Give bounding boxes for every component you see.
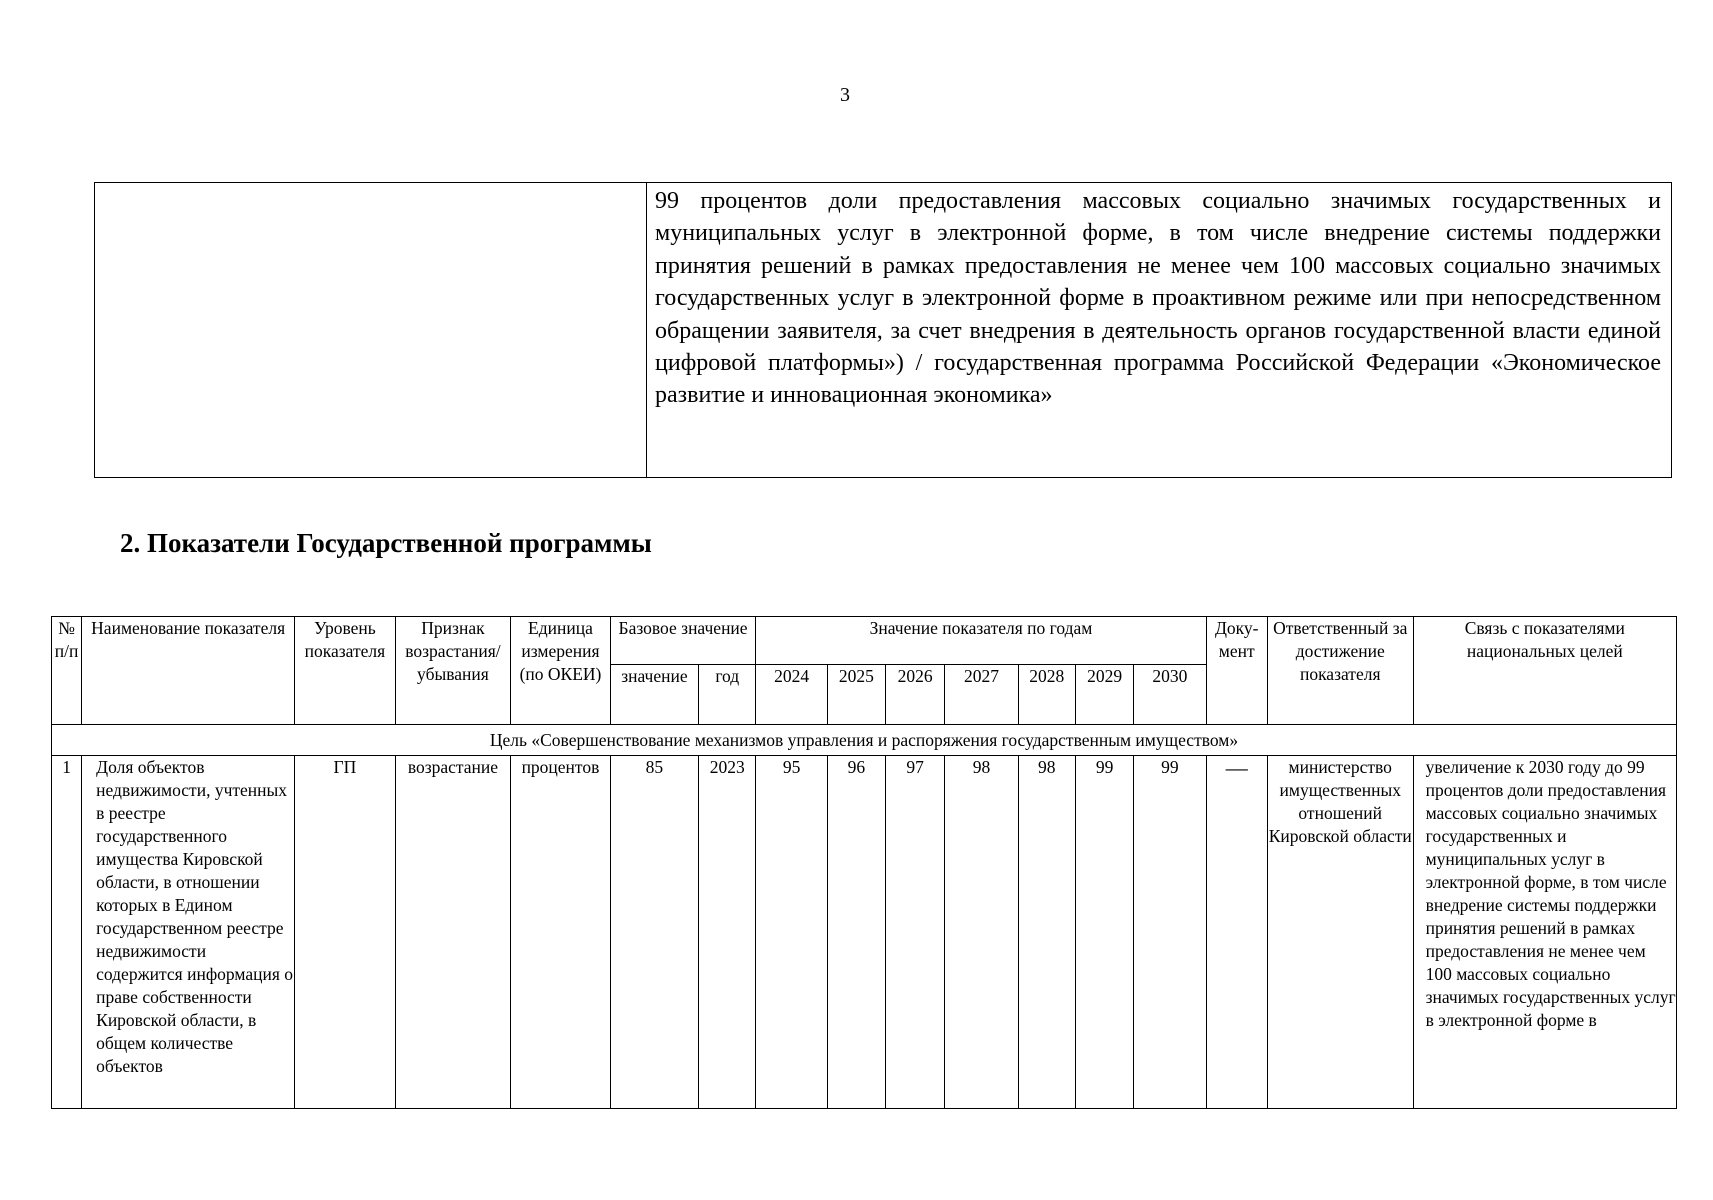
row-name: Доля объектов недвижимости, учтенных в реестре государственного имущества Кировской области, в отношении которых в Едином государственном реестре недвижимости содержится информация о праве собственности Кировской области, в общем количестве объектов [82, 756, 295, 1109]
table-row [52, 756, 1677, 1109]
header-year: 2029 [1075, 665, 1133, 725]
header-year: 2026 [886, 665, 945, 725]
header-year: 2025 [827, 665, 885, 725]
row-doc: — [1206, 756, 1267, 1109]
row-unit: процентов [511, 756, 610, 1109]
row-base-year: 2023 [699, 756, 756, 1109]
header-year: 2024 [756, 665, 827, 725]
header-name: Наименование показателя [82, 617, 295, 725]
row-value-2027: 98 [945, 756, 1018, 1109]
header-level: Уровень показателя [295, 617, 395, 725]
row-value-2029: 99 [1075, 756, 1133, 1109]
top-table-fragment [94, 182, 1672, 478]
header-num: № п/п [52, 617, 82, 725]
header-years-group: Значение показателя по годам [756, 617, 1206, 665]
header-year: 2028 [1018, 665, 1075, 725]
goal-row: Цель «Совершенствование механизмов управления и распоряжения государственным имуществом» [52, 725, 1677, 756]
row-link: увеличение к 2030 году до 99 процентов доли предоставления массовых социально значимых государственных и муниципальных услуг в электронной форме, в том числе внедрение системы поддержки принятия решений в рамках предоставления не менее чем 100 массовых социально значимых государственных услуг в электронной форме в [1413, 756, 1676, 1109]
top-table-text-cell: 99 процентов доли предоставления массовых социально значимых государственных и муниципальных услуг в электронной форме, в том числе внедрение системы поддержки принятия решений в рамках предоставления не менее чем 100 массовых социально значимых государственных услуг в электронной форме в проактивном режиме или при непосредственном обращении заявителя, за счет внедрения в деятельность органов государственной власти единой цифровой платформы») / государственная программа Российской Федерации «Экономическое развитие и инновационная экономика» [655, 188, 1661, 409]
row-sign: возрастание [395, 756, 511, 1109]
header-year: 2030 [1134, 665, 1206, 725]
row-level: ГП [295, 756, 395, 1109]
header-unit: Единица измерения (по ОКЕИ) [511, 617, 610, 725]
indicators-table [51, 616, 1677, 1109]
header-link: Связь с показателями национальных целей [1413, 617, 1676, 725]
row-responsible: министерство имущественных отношений Кировской области [1267, 756, 1413, 1109]
header-responsible: Ответственный за достижение показателя [1267, 617, 1413, 725]
row-value-2030: 99 [1134, 756, 1206, 1109]
row-base-value: 85 [610, 756, 698, 1109]
header-base-year: год [699, 665, 756, 725]
row-value-2026: 97 [886, 756, 945, 1109]
page-number: 3 [840, 84, 850, 106]
header-year: 2027 [945, 665, 1018, 725]
section-heading: 2. Показатели Государственной программы [120, 528, 652, 558]
row-value-2025: 96 [827, 756, 885, 1109]
header-doc: Доку-мент [1206, 617, 1267, 725]
header-sign: Признак возрастания/ убывания [395, 617, 511, 725]
row-num: 1 [52, 756, 82, 1109]
top-table-empty-cell [95, 183, 647, 477]
header-base: Базовое значение [610, 617, 756, 665]
row-value-2024: 95 [756, 756, 827, 1109]
header-base-value: значение [610, 665, 698, 725]
row-value-2028: 98 [1018, 756, 1075, 1109]
